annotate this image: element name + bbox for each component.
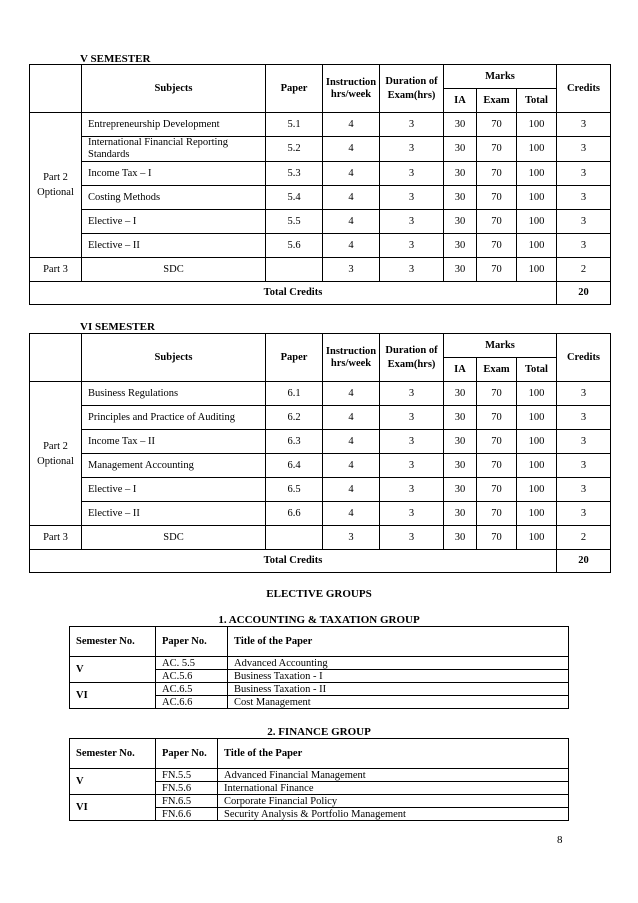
total-row <box>30 282 611 305</box>
title-cell: International Finance <box>218 782 569 795</box>
credits-cell: 3 <box>557 430 611 454</box>
credits-cell: 3 <box>557 162 611 186</box>
exam-cell: 70 <box>477 113 517 137</box>
paper-cell: 6.6 <box>266 502 323 526</box>
table-row <box>30 526 611 550</box>
table-row <box>70 795 569 808</box>
sem6-header-subjects: Subjects <box>82 334 266 382</box>
sem6-header-duration: Duration of Exam(hrs) <box>380 334 444 382</box>
ia-cell: 30 <box>444 234 477 258</box>
sem5-title: V SEMESTER <box>80 53 151 65</box>
exam-cell: 70 <box>477 162 517 186</box>
ia-cell: 30 <box>444 258 477 282</box>
page-number: 8 <box>557 834 563 846</box>
total-cell: 100 <box>517 382 557 406</box>
paper-cell <box>266 526 323 550</box>
total-cell: 100 <box>517 210 557 234</box>
sem5-header-subjects: Subjects <box>82 65 266 113</box>
exam-cell: 70 <box>477 406 517 430</box>
credits-cell: 3 <box>557 234 611 258</box>
instr-cell: 3 <box>323 258 380 282</box>
dur-cell: 3 <box>380 502 444 526</box>
credits-cell: 3 <box>557 113 611 137</box>
total-cell: 100 <box>517 137 557 162</box>
table-row <box>70 769 569 782</box>
exam-cell: 70 <box>477 454 517 478</box>
table-row <box>70 683 569 696</box>
total-cell: 100 <box>517 526 557 550</box>
subject-cell: Elective – I <box>82 478 266 502</box>
group2-title: 2. FINANCE GROUP <box>267 726 371 738</box>
exam-cell: 70 <box>477 210 517 234</box>
paper-cell: FN.5.5 <box>156 769 218 782</box>
dur-cell: 3 <box>380 137 444 162</box>
table-row <box>30 113 611 137</box>
sem6-header-ia: IA <box>444 358 477 382</box>
total-credits-label: Total Credits <box>30 282 557 305</box>
paper-cell: AC.5.6 <box>156 670 228 683</box>
paper-cell: 5.2 <box>266 137 323 162</box>
exam-cell: 70 <box>477 137 517 162</box>
instr-cell: 4 <box>323 454 380 478</box>
sem5-table <box>29 64 611 305</box>
paper-cell: AC. 5.5 <box>156 657 228 670</box>
instr-cell: 4 <box>323 430 380 454</box>
exam-cell: 70 <box>477 234 517 258</box>
elective-groups-title: ELECTIVE GROUPS <box>266 588 372 600</box>
sem5-header-instruction: Instruction hrs/week <box>323 65 380 113</box>
instr-cell: 4 <box>323 478 380 502</box>
total-credits-label: Total Credits <box>30 550 557 573</box>
instr-cell: 4 <box>323 210 380 234</box>
title-cell: Security Analysis & Portfolio Management <box>218 808 569 821</box>
sem5-header-marks: Marks <box>444 65 557 89</box>
group1-sem-v: V <box>70 657 156 683</box>
paper-cell: AC.6.6 <box>156 696 228 709</box>
subject-cell: Costing Methods <box>82 186 266 210</box>
group2-header-semester: Semester No. <box>70 739 156 769</box>
instr-cell: 4 <box>323 502 380 526</box>
sem5-header-total: Total <box>517 89 557 113</box>
table-row <box>30 186 611 210</box>
subject-cell: Elective – I <box>82 210 266 234</box>
table-row <box>30 258 611 282</box>
paper-cell: 6.4 <box>266 454 323 478</box>
sem5-header-exam: Exam <box>477 89 517 113</box>
paper-cell: FN.6.5 <box>156 795 218 808</box>
title-cell: Advanced Accounting <box>228 657 569 670</box>
total-cell: 100 <box>517 258 557 282</box>
instr-cell: 4 <box>323 186 380 210</box>
total-cell: 100 <box>517 478 557 502</box>
instr-cell: 4 <box>323 113 380 137</box>
ia-cell: 30 <box>444 382 477 406</box>
credits-cell: 2 <box>557 258 611 282</box>
dur-cell: 3 <box>380 478 444 502</box>
group1-table <box>69 626 569 709</box>
total-cell: 100 <box>517 502 557 526</box>
subject-cell: Income Tax – II <box>82 430 266 454</box>
group2-table <box>69 738 569 821</box>
paper-cell: 6.2 <box>266 406 323 430</box>
paper-cell: 6.3 <box>266 430 323 454</box>
title-cell: Business Taxation - II <box>228 683 569 696</box>
ia-cell: 30 <box>444 186 477 210</box>
instr-cell: 4 <box>323 162 380 186</box>
group1-header-title: Title of the Paper <box>228 627 569 657</box>
exam-cell: 70 <box>477 258 517 282</box>
sem5-header-paper: Paper <box>266 65 323 113</box>
dur-cell: 3 <box>380 234 444 258</box>
sem6-header-credits: Credits <box>557 334 611 382</box>
group1-header-paper: Paper No. <box>156 627 228 657</box>
table-row <box>30 406 611 430</box>
ia-cell: 30 <box>444 526 477 550</box>
ia-cell: 30 <box>444 502 477 526</box>
ia-cell: 30 <box>444 454 477 478</box>
sem6-part2-label: Part 2 Optional <box>30 382 82 526</box>
instr-cell: 4 <box>323 234 380 258</box>
total-cell: 100 <box>517 113 557 137</box>
paper-cell <box>266 258 323 282</box>
table-row <box>30 382 611 406</box>
sem6-header-marks: Marks <box>444 334 557 358</box>
sem5-part2-label: Part 2 Optional <box>30 113 82 258</box>
subject-cell: Management Accounting <box>82 454 266 478</box>
total-cell: 100 <box>517 186 557 210</box>
title-cell: Advanced Financial Management <box>218 769 569 782</box>
dur-cell: 3 <box>380 382 444 406</box>
sem6-header-exam: Exam <box>477 358 517 382</box>
credits-cell: 3 <box>557 406 611 430</box>
exam-cell: 70 <box>477 478 517 502</box>
credits-cell: 3 <box>557 502 611 526</box>
instr-cell: 4 <box>323 382 380 406</box>
dur-cell: 3 <box>380 430 444 454</box>
group2-sem-v: V <box>70 769 156 795</box>
subject-cell: Business Regulations <box>82 382 266 406</box>
sem5-header-ia: IA <box>444 89 477 113</box>
subject-cell: Income Tax – I <box>82 162 266 186</box>
total-cell: 100 <box>517 430 557 454</box>
exam-cell: 70 <box>477 382 517 406</box>
title-cell: Business Taxation - I <box>228 670 569 683</box>
paper-cell: AC.6.5 <box>156 683 228 696</box>
credits-cell: 3 <box>557 137 611 162</box>
paper-cell: FN.5.6 <box>156 782 218 795</box>
ia-cell: 30 <box>444 478 477 502</box>
subject-cell: SDC <box>82 526 266 550</box>
group1-title: 1. ACCOUNTING & TAXATION GROUP <box>218 614 420 626</box>
paper-cell: 5.4 <box>266 186 323 210</box>
total-cell: 100 <box>517 234 557 258</box>
subject-cell: Elective – II <box>82 502 266 526</box>
sem5-corner <box>30 65 82 113</box>
paper-cell: 6.5 <box>266 478 323 502</box>
group2-header-title: Title of the Paper <box>218 739 569 769</box>
sem6-header-paper: Paper <box>266 334 323 382</box>
subject-cell: International Financial Reporting Standards <box>82 137 266 162</box>
group2-header-paper: Paper No. <box>156 739 218 769</box>
dur-cell: 3 <box>380 406 444 430</box>
table-row <box>30 210 611 234</box>
sem6-corner <box>30 334 82 382</box>
dur-cell: 3 <box>380 258 444 282</box>
total-credits-value: 20 <box>557 282 611 305</box>
table-row <box>30 137 611 162</box>
dur-cell: 3 <box>380 454 444 478</box>
ia-cell: 30 <box>444 406 477 430</box>
sem6-header-total: Total <box>517 358 557 382</box>
ia-cell: 30 <box>444 430 477 454</box>
total-cell: 100 <box>517 454 557 478</box>
credits-cell: 3 <box>557 454 611 478</box>
ia-cell: 30 <box>444 113 477 137</box>
instr-cell: 4 <box>323 406 380 430</box>
sem6-header-instruction: Instruction hrs/week <box>323 334 380 382</box>
exam-cell: 70 <box>477 526 517 550</box>
credits-cell: 3 <box>557 382 611 406</box>
ia-cell: 30 <box>444 162 477 186</box>
paper-cell: 5.1 <box>266 113 323 137</box>
title-cell: Corporate Financial Policy <box>218 795 569 808</box>
sem6-title: VI SEMESTER <box>80 321 155 333</box>
ia-cell: 30 <box>444 137 477 162</box>
exam-cell: 70 <box>477 502 517 526</box>
paper-cell: 6.1 <box>266 382 323 406</box>
ia-cell: 30 <box>444 210 477 234</box>
total-cell: 100 <box>517 406 557 430</box>
group1-header-semester: Semester No. <box>70 627 156 657</box>
sem5-header-credits: Credits <box>557 65 611 113</box>
credits-cell: 3 <box>557 186 611 210</box>
credits-cell: 3 <box>557 478 611 502</box>
dur-cell: 3 <box>380 162 444 186</box>
sem5-header-duration: Duration of Exam(hrs) <box>380 65 444 113</box>
group1-sem-vi: VI <box>70 683 156 709</box>
dur-cell: 3 <box>380 526 444 550</box>
total-row <box>30 550 611 573</box>
subject-cell: Elective – II <box>82 234 266 258</box>
sem6-table <box>29 333 611 573</box>
subject-cell: SDC <box>82 258 266 282</box>
part3-label: Part 3 <box>30 258 82 282</box>
table-row <box>30 234 611 258</box>
instr-cell: 4 <box>323 137 380 162</box>
total-credits-value: 20 <box>557 550 611 573</box>
credits-cell: 2 <box>557 526 611 550</box>
subject-cell: Entrepreneurship Development <box>82 113 266 137</box>
paper-cell: FN.6.6 <box>156 808 218 821</box>
table-row <box>30 430 611 454</box>
part3-label: Part 3 <box>30 526 82 550</box>
paper-cell: 5.3 <box>266 162 323 186</box>
table-row <box>30 502 611 526</box>
table-row <box>30 478 611 502</box>
table-row <box>70 657 569 670</box>
title-cell: Cost Management <box>228 696 569 709</box>
table-row <box>30 454 611 478</box>
subject-cell: Principles and Practice of Auditing <box>82 406 266 430</box>
total-cell: 100 <box>517 162 557 186</box>
dur-cell: 3 <box>380 113 444 137</box>
dur-cell: 3 <box>380 186 444 210</box>
exam-cell: 70 <box>477 430 517 454</box>
exam-cell: 70 <box>477 186 517 210</box>
paper-cell: 5.5 <box>266 210 323 234</box>
paper-cell: 5.6 <box>266 234 323 258</box>
table-row <box>30 162 611 186</box>
group2-sem-vi: VI <box>70 795 156 821</box>
instr-cell: 3 <box>323 526 380 550</box>
dur-cell: 3 <box>380 210 444 234</box>
credits-cell: 3 <box>557 210 611 234</box>
